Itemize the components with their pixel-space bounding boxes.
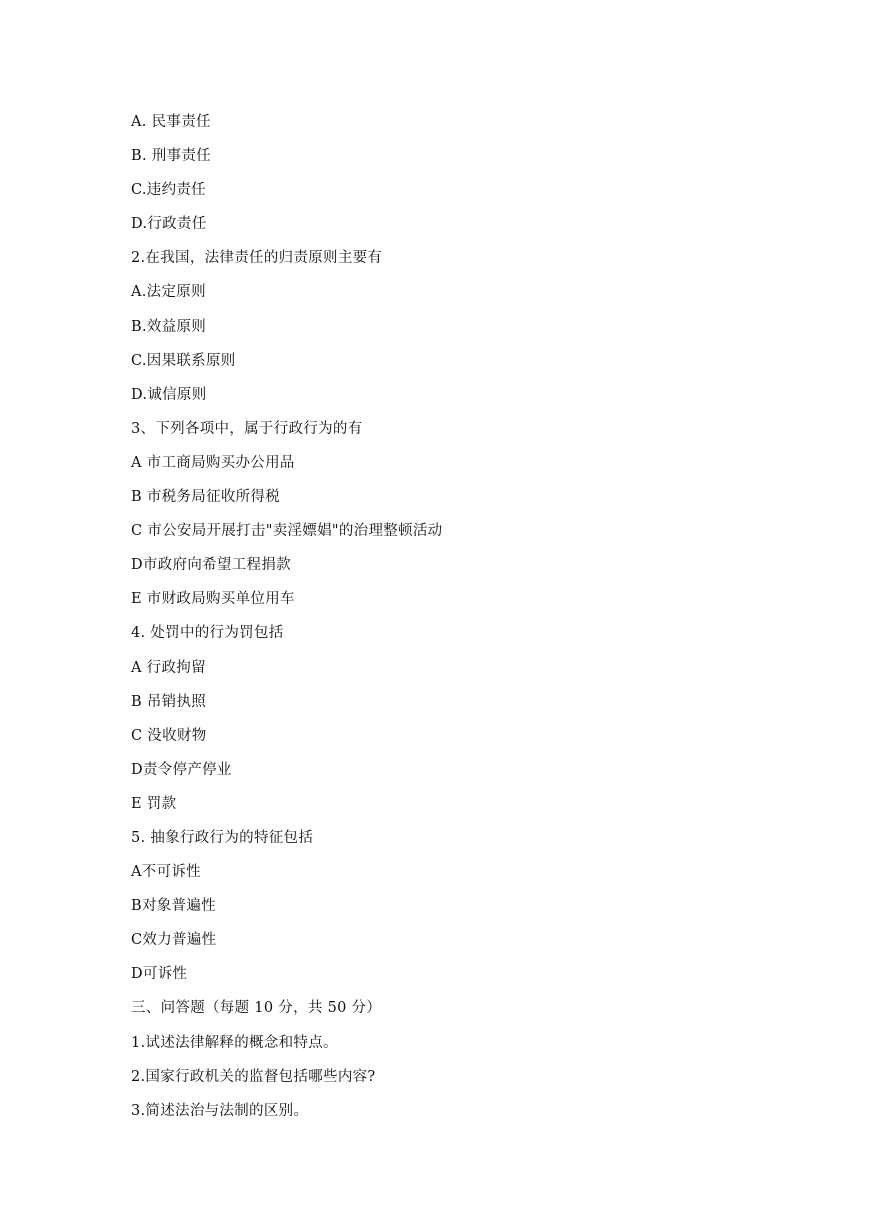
q4-option-d: D责令停产停业	[131, 761, 232, 778]
q3-option-b: B 市税务局征收所得税	[131, 489, 281, 506]
q3-option-a: A 市工商局购买办公用品	[131, 454, 295, 471]
q5-option-c: C效力普遍性	[131, 932, 217, 949]
question-2-heading: 2.在我国，法律责任的归责原则主要有	[131, 250, 383, 267]
option-b-criminal-liability: B. 刑事责任	[131, 148, 211, 165]
document-body	[131, 110, 751, 1133]
q4-option-e: E 罚款	[131, 795, 177, 812]
question-5-heading: 5. 抽象行政行为的特征包括	[131, 829, 314, 846]
option-d-administrative-liability: D.行政责任	[131, 216, 207, 233]
q2-option-a: A.法定原则	[131, 284, 206, 301]
q2-option-c: C.因果联系原则	[131, 352, 236, 369]
q5-option-d: D可诉性	[131, 966, 188, 983]
q4-option-c: C 没收财物	[131, 727, 207, 744]
q5-option-a: A不可诉性	[131, 864, 201, 881]
section-3-heading: 三、问答题（每题 10 分，共 50 分）	[131, 1000, 382, 1017]
q4-option-b: B 吊销执照	[131, 693, 207, 710]
question-4-heading: 4. 处罚中的行为罚包括	[131, 625, 284, 642]
q2-option-b: B.效益原则	[131, 318, 207, 335]
essay-question-2: 2.国家行政机关的监督包括哪些内容?	[131, 1068, 376, 1085]
essay-question-3: 3.简述法治与法制的区别。	[131, 1102, 309, 1119]
q3-option-d: D市政府向希望工程捐款	[131, 557, 291, 574]
q2-option-d: D.诚信原则	[131, 386, 207, 403]
option-c-breach-liability: C.违约责任	[131, 182, 206, 199]
essay-question-1: 1.试述法律解释的概念和特点。	[131, 1034, 338, 1051]
q4-option-a: A 行政拘留	[131, 659, 206, 676]
q3-option-c: C 市公安局开展打击"卖淫嫖娼"的治理整顿活动	[131, 523, 443, 540]
option-a-civil-liability: A. 民事责任	[131, 114, 211, 130]
q3-option-e: E 市财政局购买单位用车	[131, 591, 295, 608]
q5-option-b: B对象普遍性	[131, 898, 216, 915]
question-3-heading: 3、下列各项中，属于行政行为的有	[131, 420, 363, 437]
